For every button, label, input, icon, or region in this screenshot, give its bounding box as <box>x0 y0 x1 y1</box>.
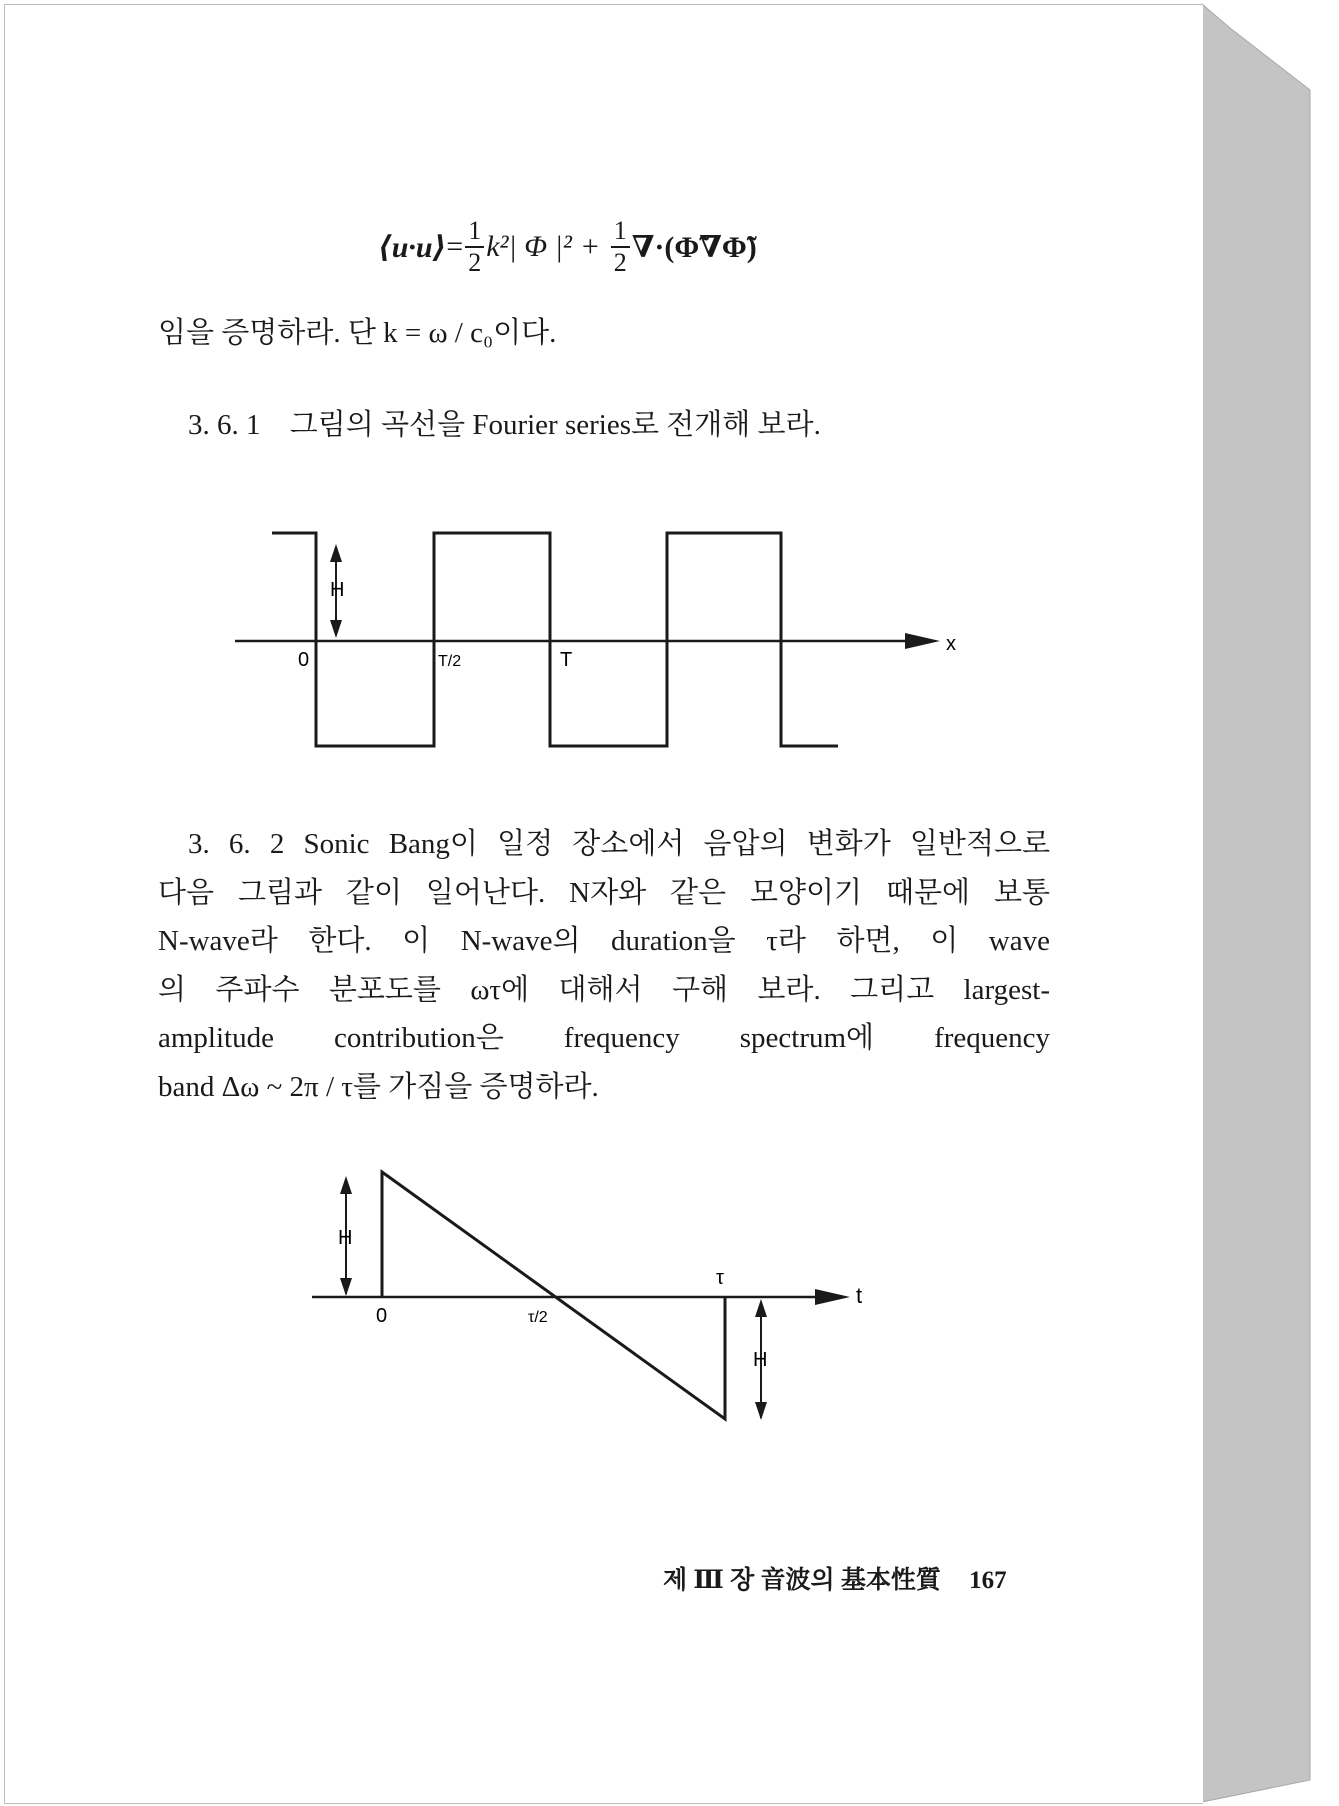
label-half-tau: τ/2 <box>528 1309 548 1326</box>
label-h-top: H <box>338 1227 353 1249</box>
equation-lhs: ⟨u·u⟩ <box>378 230 447 264</box>
problem-362-line-2: 다음 그림과 같이 일어난다. N자와 같은 모양이기 때문에 보통 <box>158 876 1050 909</box>
problem-362-line-6: band Δω ~ 2π / τ를 가짐을 증명하라. <box>158 1070 599 1103</box>
problem-362-line-5: amplitude contribution은 frequency spectrum에 frequency <box>158 1022 1050 1054</box>
page-footer <box>663 1560 1007 1596</box>
label-half-period: T/2 <box>438 653 462 670</box>
problem-362-line-3: N-wave라 한다. 이 N-wave의 duration을 τ라 하면, 이 wave <box>158 925 1050 957</box>
problem-362-line-1: 3. 6. 2 Sonic Bang이 일정 장소에서 음압의 변화가 일반적으로 <box>188 828 1050 860</box>
fraction-denominator: 2 <box>468 248 482 277</box>
arrow-up-icon <box>340 1176 352 1194</box>
n-wave-curve <box>382 1172 725 1419</box>
label-period: T <box>560 649 573 671</box>
problem-number: 3. 6. 1 <box>188 409 261 441</box>
label-x: x <box>946 633 956 655</box>
equation-term-2: ∇·(Φ̃∇Φ̃) <box>631 230 757 264</box>
chapter-title: 제 Ⅲ 장 音波의 基本性質 <box>663 1567 941 1594</box>
arrow-down-icon <box>340 1278 352 1296</box>
problem-text: 그림의 곡선을 Fourier series로 전개해 보라. <box>289 409 821 441</box>
label-zero: 0 <box>298 649 310 671</box>
label-h: H <box>330 579 345 601</box>
fraction-denominator: 2 <box>613 248 627 277</box>
prove-line: 임을 증명하라. 단 k = ω / c₀이다. <box>158 317 557 349</box>
page-number: 167 <box>969 1567 1007 1594</box>
fraction-numerator: 1 <box>611 218 630 248</box>
arrow-up-icon <box>755 1299 767 1317</box>
equation-plus: + <box>581 230 599 263</box>
arrow-down-icon <box>755 1402 767 1420</box>
equation-equals: = <box>446 230 464 263</box>
fraction-numerator: 1 <box>465 218 484 248</box>
label-t: t <box>856 1283 863 1308</box>
label-h-bottom: H <box>753 1349 768 1371</box>
label-zero: 0 <box>376 1305 388 1327</box>
equation-term-1: k²| Φ |² <box>486 230 572 263</box>
label-tau: τ <box>716 1267 724 1289</box>
t-axis-arrow <box>815 1289 850 1305</box>
problem-362-line-4: 의 주파수 분포도를 ωτ에 대해서 구해 보라. 그리고 largest- <box>158 973 1050 1006</box>
